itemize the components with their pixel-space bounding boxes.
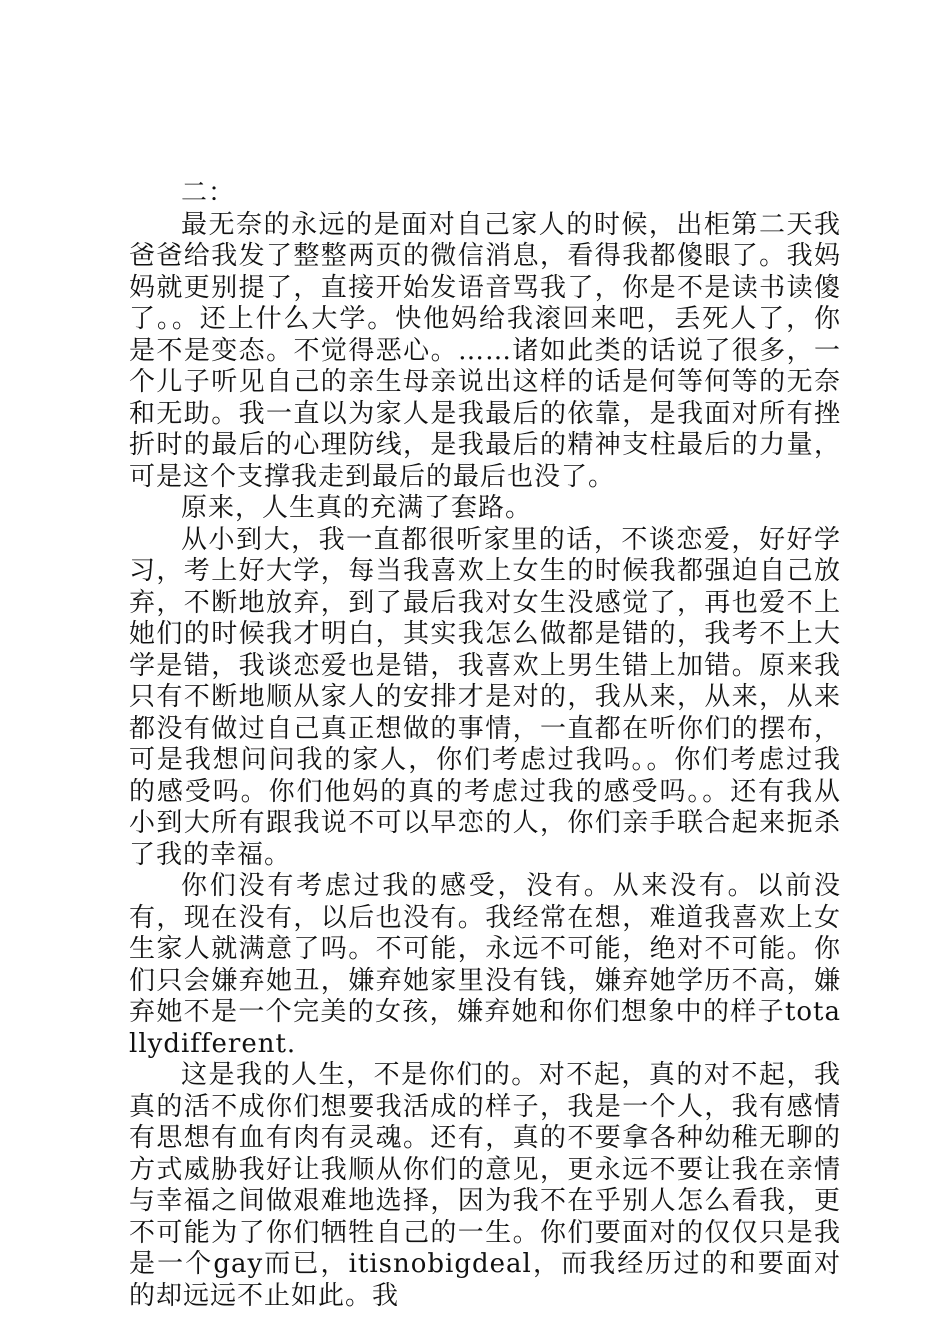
section-heading: 二：	[181, 178, 236, 208]
document-body	[129, 178, 841, 1312]
paragraph-my-life: 这是我的人生，不是你们的。对不起，真的对不起，我真的活不成你们想要我活成的样子，我是一个人，我有感情有思想有血有肉有灵魂。还有，真的不要拿各种幼稚无聊的方式威胁我好让我顺从你们的意见，更永远不要让我在亲情与幸福之间做艰难地选择，因为我不在乎别人怎么看我，更不可能为了你们牺牲自己的一生。你们要面对的仅仅只是我是一个gay而已，itisnobigdeal，而我经历过的和要面对的却远远不止如此。我	[129, 1060, 841, 1311]
paragraph-never-considered: 你们没有考虑过我的感受，没有。从来没有。以前没有，现在没有，以后也没有。我经常在想，难道我喜欢上女生家人就满意了吗。不可能，永远不可能，绝对不可能。你们只会嫌弃她丑，嫌弃她家里没有钱，嫌弃她学历不高，嫌弃她不是一个完美的女孩，嫌弃她和你们想象中的样子totallydifferent.	[129, 871, 841, 1059]
paragraph-life-routines: 原来，人生真的充满了套路。	[181, 493, 533, 523]
paragraph-family-reaction: 最无奈的永远的是面对自己家人的时候，出柜第二天我爸爸给我发了整整两页的微信消息，看得我都傻眼了。我妈妈就更别提了，直接开始发语音骂我了，你是不是读书读傻了。。还上什么大学。快他妈给我滚回来吧，丢死人了，你是不是变态。不觉得恶心。……诸如此类的话说了很多，一个儿子听见自己的亲生母亲说出这样的话是何等何等的无奈和无助。我一直以为家人是我最后的依靠，是我面对所有挫折时的最后的心理防线，是我最后的精神支柱最后的力量，可是这个支撑我走到最后的最后也没了。	[129, 209, 841, 492]
paragraph-childhood-obedience: 从小到大，我一直都很听家里的话，不谈恋爱，好好学习，考上好大学，每当我喜欢上女生的时候我都强迫自己放弃，不断地放弃，到了最后我对女生没感觉了，再也爱不上她们的时候我才明白，其实我怎么做都是错的，我考不上大学是错，我谈恋爱也是错，我喜欢上男生错上加错。原来我只有不断地顺从家人的安排才是对的，我从来，从来，从来都没有做过自己真正想做的事情，一直都在听你们的摆布，可是我想问问我的家人，你们考虑过我吗。。你们考虑过我的感受吗。你们他妈的真的考虑过我的感受吗。。还有我从小到大所有跟我说不可以早恋的人，你们亲手联合起来扼杀了我的幸福。	[129, 524, 841, 870]
